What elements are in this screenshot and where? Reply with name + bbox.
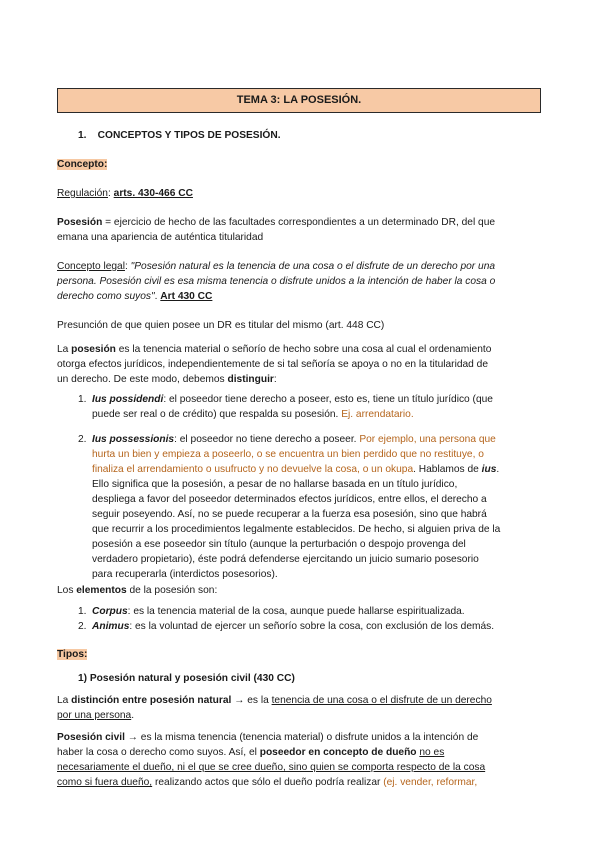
- distincion-paragraph: La distinción entre posesión natural → es la tenencia de una cosa o el disfrute de un derecho por una persona.: [57, 695, 492, 721]
- presuncion-line: Presunción de que quien posee un DR es titular del mismo (art. 448 CC): [57, 320, 385, 331]
- concepto-legal: Concepto legal: "Posesión natural es la tenencia de una cosa o el disfrute de un derecho por una persona. Posesión civil es esa misma tenencia o disfrute unidos a la intención de haber la cosa o derecho como suyos". Art 430 CC: [57, 261, 496, 302]
- section-heading: 1. CONCEPTOS Y TIPOS DE POSESIÓN.: [78, 130, 281, 141]
- concepto-label: Concepto:: [57, 159, 108, 170]
- posesion-civil-paragraph: Posesión civil → es la misma tenencia (tenencia material) o disfrute unidos a la intención de haber la cosa o derecho como suyos. Así, el poseedor en concepto de dueño no es necesariamente el dueño, ni el que se cree dueño, sino quien se comporta respecto de la cosa como si fuera dueño, realizando actos que sólo el dueño podría realizar (ej. vender, reformar,: [57, 732, 486, 788]
- tipos-label: Tipos:: [57, 649, 88, 660]
- posesion-paragraph: La posesión es la tenencia material o señorío de hecho sobre una cosa al cual el ordenamiento otorga efectos jurídicos, independientemente de si tal señoría se apoya o no en la titularidad de un derecho. De este modo, debemos distinguir:: [57, 344, 492, 385]
- list-item: 1. Ius possidendi: el poseedor tiene derecho a poseer, esto es, tiene un título jurídico (que puede ser real o de crédito) que respalda su posesión. Ej. arrendatario.: [78, 394, 493, 420]
- tipo-heading: 1) Posesión natural y posesión civil (430 CC): [78, 673, 295, 684]
- regulacion-line: Regulación: arts. 430-466 CC: [57, 188, 193, 199]
- elementos-list: [78, 604, 494, 634]
- page-title: TEMA 3: LA POSESIÓN.: [57, 88, 541, 113]
- list-item: 2. Ius possessionis: el poseedor no tiene derecho a poseer. Por ejemplo, una persona que hurta un bien y empieza a poseerlo, o se encuentra un bien perdido que no restituye, o finaliza el arrendamiento o usufructo y no devuelve la cosa, o un okupa. Hablamos de ius. Ello significa que la posesión, a pesar de no hallarse basada en un título jurídico, despliega a favor del poseedor determinados efectos jurídicos, entre ellos, el derecho a seguir poseyendo. Así, no se puede recuperar a la fuerza esa posesión, sino que habrá que recurrir a los procedimientos legalmente establecidos. De hecho, si alguien priva de la posesión a ese poseedor sin título (aunque la perturbación o despojo provenga del verdadero propietario), éste podrá defenderse ejercitando un juicio sumario posesorio para recuperarla (interdictos posesorios).: [78, 434, 501, 580]
- posesion-definition: Posesión = ejercicio de hecho de las facultades correspondientes a un determinado DR, del que emana una apariencia de auténtica titularidad: [57, 217, 496, 243]
- elementos-intro: Los elementos de la posesión son:: [57, 585, 218, 596]
- list-item: 1. Corpus: es la tenencia material de la cosa, aunque puede hallarse espiritualizada.: [78, 606, 465, 617]
- list-item: 2. Animus: es la voluntad de ejercer un señorío sobre la cosa, con exclusión de los demás.: [78, 621, 495, 632]
